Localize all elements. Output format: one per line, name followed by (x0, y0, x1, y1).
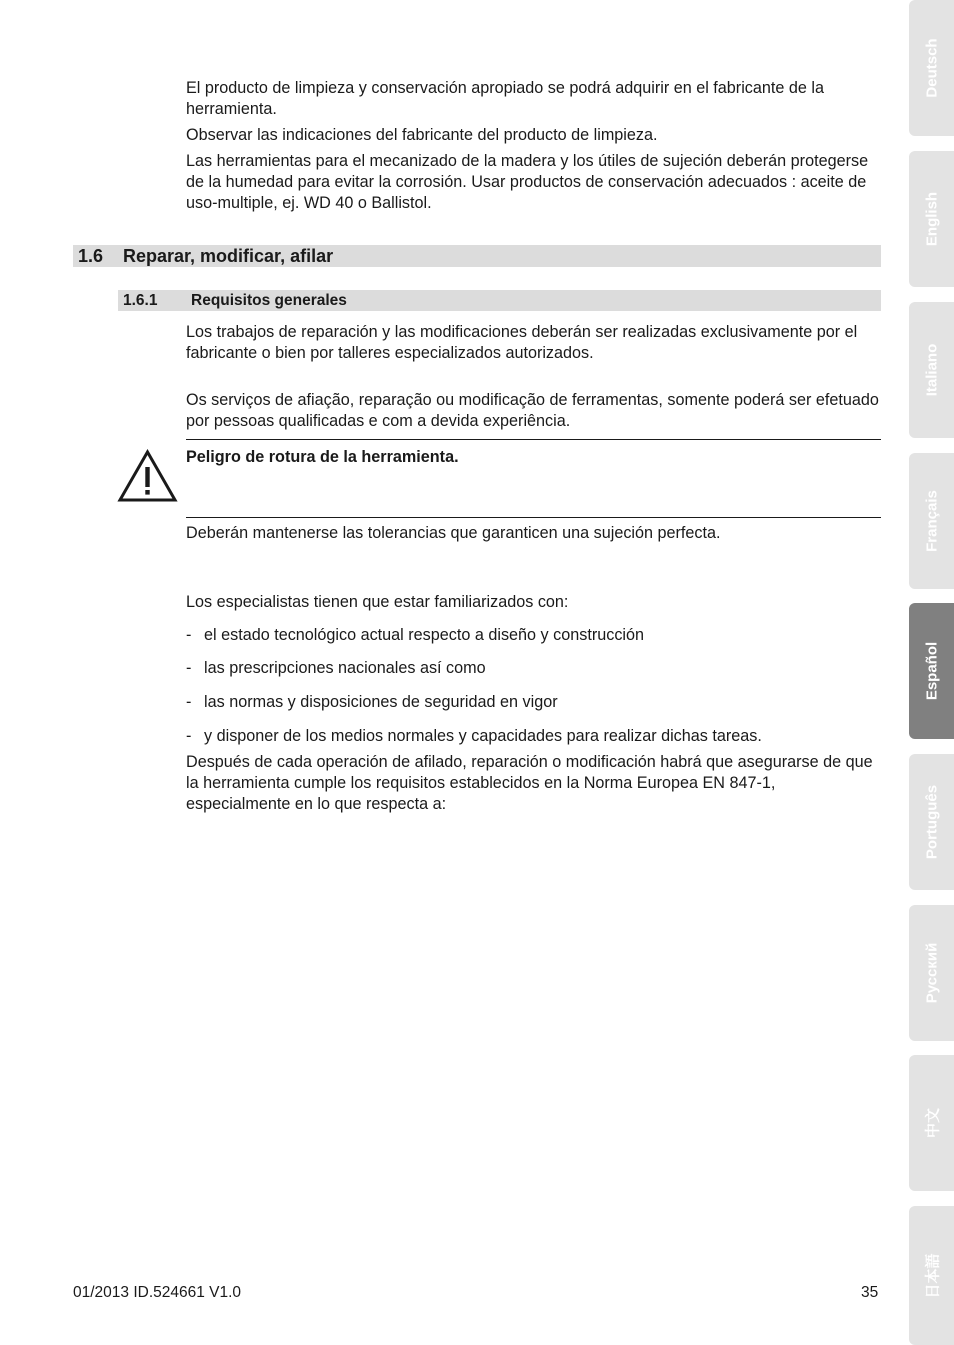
list-marker: - (186, 626, 192, 644)
warning-title: Peligro de rotura de la herramienta. (186, 448, 459, 466)
subsection-number: 1.6.1 (123, 292, 158, 309)
intro-paragraph-2: Observar las indicaciones del fabricante del producto de limpieza. (186, 126, 658, 144)
tab-portugues[interactable] (909, 754, 954, 890)
tab-label: English (923, 191, 940, 247)
list-item-text: y disponer de los medios normales y capacidades para realizar dichas tareas. (204, 727, 762, 745)
warning-top-rule (186, 439, 881, 440)
intro-paragraph-1: El producto de limpieza y conservación apropiado se podrá adquirir en el fabricante de la herramienta. (186, 79, 824, 118)
tab-label: Italiano (923, 343, 940, 397)
tab-label: Português (923, 784, 940, 860)
specialists-intro: Los especialistas tienen que estar familiarizados con: (186, 593, 569, 611)
tab-label: Español (923, 641, 940, 701)
subsection-title: Requisitos generales (191, 292, 347, 309)
tab-label: 中文 (924, 1107, 941, 1139)
intro-paragraph-3: Las herramientas para el mecanizado de la madera y los útiles de sujeción deberán protegerse de la humedad para evitar la corrosión. Usar productos de conservación adecuados : aceite de uso-multiple, ej. WD 40 o Ballistol. (186, 152, 869, 212)
page-number: 35 (861, 1284, 879, 1301)
tab-italiano[interactable] (909, 302, 954, 438)
tab-deutsch[interactable] (909, 0, 954, 136)
tab-chinese[interactable] (909, 1055, 954, 1191)
tab-label: Deutsch (923, 38, 940, 98)
warning-triangle-icon (117, 449, 178, 503)
tab-japanese[interactable] (909, 1206, 954, 1345)
tab-label: Français (923, 490, 940, 552)
tab-label: Русский (923, 942, 940, 1004)
list-marker: - (186, 659, 192, 677)
tab-francais[interactable] (909, 453, 954, 589)
body-paragraph-2: Os serviços de afiação, reparação ou modificação de ferramentas, somente poderá ser efetuado por pessoas qualificadas e com a devida experiência. (186, 391, 879, 430)
section-number: 1.6 (78, 246, 104, 266)
warning-text: Deberán mantenerse las tolerancias que garanticen una sujeción perfecta. (186, 524, 721, 542)
tab-russian[interactable] (909, 905, 954, 1041)
list-item-text: las normas y disposiciones de seguridad en vigor (204, 693, 558, 711)
footer-doc-id: 01/2013 ID.524661 V1.0 (73, 1284, 242, 1301)
list-item-text: el estado tecnológico actual respecto a diseño y construcción (204, 626, 645, 644)
warning-bottom-rule (186, 517, 881, 518)
tab-label: 日本語 (924, 1252, 941, 1299)
tab-espanol[interactable] (909, 603, 954, 739)
list-marker: - (186, 693, 192, 711)
body-paragraph-1: Los trabajos de reparación y las modificaciones deberán ser realizadas exclusivamente por el fabricante o bien por talleres especializados autorizados. (186, 323, 858, 362)
tab-english[interactable] (909, 151, 954, 287)
list-marker: - (186, 727, 192, 745)
section-title: Reparar, modificar, afilar (123, 246, 334, 266)
final-paragraph: Después de cada operación de afilado, reparación o modificación habrá que asegurarse de que la herramienta cumple los requisitos establecidos en la Norma Europea EN 847-1, especialmente en lo que respecta a: (186, 753, 873, 813)
list-item-text: las prescripciones nacionales así como (204, 659, 486, 677)
